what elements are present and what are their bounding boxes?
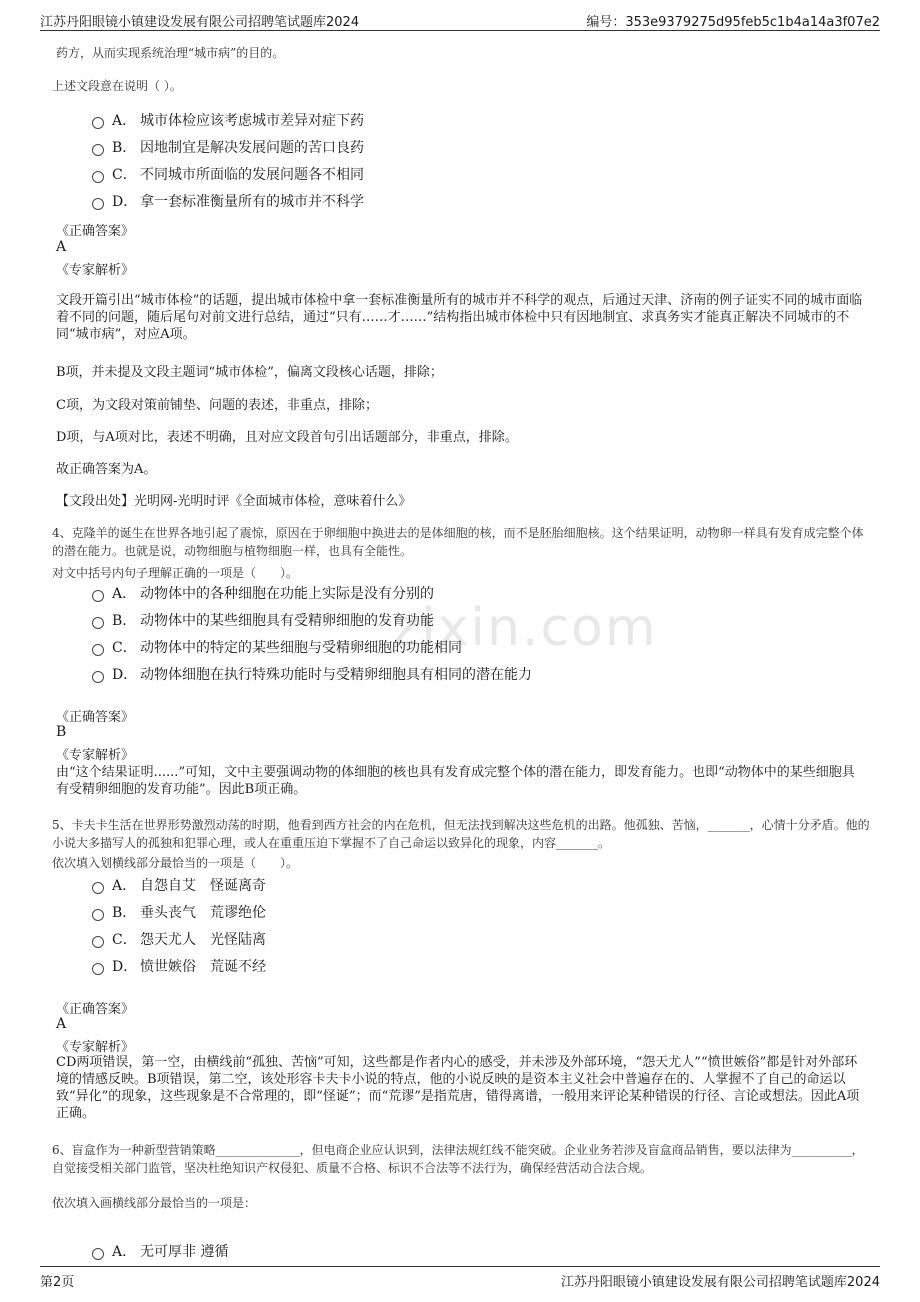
q4-analysis-label: 《专家解析》 <box>56 748 135 763</box>
q6-stem-part1: 6、盲盒作为一种新型营销策略 <box>52 1143 216 1157</box>
q3-option-d[interactable] <box>92 191 364 211</box>
footer-page-number: 第2页 <box>40 1275 75 1290</box>
q3-analysis-p4: D项，与A项对比，表述不明确，且对应文段首句引出话题部分，非重点，排除。 <box>56 430 518 445</box>
q3-answer-label: 《正确答案》 <box>56 224 135 239</box>
option-text: 动物体细胞在执行特殊功能时与受精卵细胞具有相同的潜在能力 <box>140 667 532 683</box>
radio-icon[interactable] <box>92 198 104 210</box>
q4-answer: B <box>56 724 67 740</box>
q5-option-c[interactable] <box>92 929 266 949</box>
option-letter: A． <box>112 586 137 602</box>
option-letter: B． <box>112 613 137 629</box>
q3-source: 【文段出处】光明网-光明时评《全面城市体检，意味着什么》 <box>56 494 412 509</box>
radio-icon[interactable] <box>92 882 104 894</box>
q6-stem-part2: ，但电商企业应认识到，法律法规红线不能突破。企业业务若涉及盲盒商品销售，要以法律为 <box>299 1143 792 1157</box>
page-footer <box>40 1266 880 1289</box>
q5-option-d[interactable] <box>92 956 266 976</box>
radio-icon[interactable] <box>92 644 104 656</box>
q5-stem-part1: 5、卡夫卡生活在世界形势激烈动荡的时期，他看到西方社会的内在危机，但无法找到解决这些危机的出路。他孤独、苦恼， <box>52 818 708 832</box>
q3-analysis-p3: C项，为文段对策前铺垫、问题的表述，非重点，排除； <box>56 398 378 413</box>
q4-option-c[interactable] <box>92 637 462 657</box>
radio-icon[interactable] <box>92 1248 104 1260</box>
q5-stem-part3: 。 <box>598 836 611 850</box>
radio-icon[interactable] <box>92 936 104 948</box>
q6-blank-2: __________ <box>791 1143 852 1157</box>
q5-answer-label: 《正确答案》 <box>56 1002 135 1017</box>
q5-blank-2: _______ <box>556 836 599 850</box>
watermark: zixin.com <box>392 598 658 658</box>
q4-option-a[interactable] <box>92 583 434 603</box>
option-text: 垂头丧气 荒谬绝伦 <box>140 905 266 921</box>
option-letter: A． <box>112 878 137 894</box>
q6-stem-part3: ，自觉接受相关部门监管，坚决杜绝知识产权侵犯、质量不合格、标识不合法等不法行为，确保经营活动合法合规。 <box>52 1143 864 1175</box>
q3-option-c[interactable] <box>92 164 364 184</box>
q4-stem: 4、克隆羊的诞生在世界各地引起了震惊，原因在于卵细胞中换进去的是体细胞的核，而不是胚胎细胞核。这个结果证明，动物卵一样具有发育成完整个体的潜在能力。也就是说，动物细胞与植物细胞一样，也具有全能性。 <box>52 526 864 558</box>
radio-icon[interactable] <box>92 117 104 129</box>
q5-prompt: 依次填入划横线部分最恰当的一项是（ ）。 <box>52 856 299 870</box>
option-letter: A． <box>112 113 137 129</box>
q5-option-a[interactable] <box>92 875 266 895</box>
option-text: 因地制宜是解决发展问题的苦口良药 <box>140 140 364 156</box>
radio-icon[interactable] <box>92 144 104 156</box>
q3-stem-tail: 药方，从而实现系统治理“城市病”的目的。 <box>56 46 285 60</box>
option-text: 动物体中的某些细胞具有受精卵细胞的发育功能 <box>140 613 434 629</box>
q4-prompt: 对文中括号内句子理解正确的一项是（ ）。 <box>52 566 299 580</box>
option-letter: C． <box>112 932 137 948</box>
q5-answer: A <box>56 1016 67 1032</box>
radio-icon[interactable] <box>92 963 104 975</box>
option-text: 自怨自艾 怪诞离奇 <box>140 878 266 894</box>
option-text: 动物体中的各种细胞在功能上实际是没有分别的 <box>140 586 434 602</box>
q5-blank-1: _______ <box>707 818 750 832</box>
header-serial: 编号：353e9379275d95feb5c1b4a14a3f07e2 <box>586 15 880 30</box>
option-text: 拿一套标准衡量所有的城市并不科学 <box>140 194 364 210</box>
q5-stem-part2: ，心情十分矛盾。他的小说大多描写人的孤独和犯罪心理，或人在重重压迫下掌握不了自己命运以致异化的现象，内容 <box>52 818 870 850</box>
footer-title: 江苏丹阳眼镜小镇建设发展有限公司招聘笔试题库2024 <box>560 1275 880 1290</box>
q3-answer: A <box>56 239 67 255</box>
option-text: 不同城市所面临的发展问题各不相同 <box>140 167 364 183</box>
radio-icon[interactable] <box>92 671 104 683</box>
radio-icon[interactable] <box>92 617 104 629</box>
q5-analysis: CD两项错误，第一空，由横线前“孤独、苦恼”可知，这些都是作者内心的感受，并未涉及外部环境，“怨天尤人”“愤世嫉俗”都是针对外部环境的情感反映。B项错误，第二空，该处形容卡夫卡小说的特点，他的小说反映的是资本主义社会中普遍存在的、人掌握不了自己的命运以致“异化”的现象，这些现象是不合常理的，即“怪诞”；而“荒谬”是指荒唐，错得离谱，一般用来评论某种错误的行径、言论或想法。因此A项正确。 <box>56 1055 860 1121</box>
q3-analysis-p2: B项，并未提及文段主题词“城市体检”，偏离文段核心话题，排除； <box>56 365 443 380</box>
radio-icon[interactable] <box>92 590 104 602</box>
option-text: 愤世嫉俗 荒诞不经 <box>140 959 266 975</box>
header-title: 江苏丹阳眼镜小镇建设发展有限公司招聘笔试题库2024 <box>40 15 360 30</box>
q3-prompt: 上述文段意在说明（ ）。 <box>52 79 182 93</box>
option-letter: D． <box>112 194 138 210</box>
q6-stem <box>52 1141 872 1177</box>
page-header <box>40 8 880 31</box>
option-text: 无可厚非 遵循 <box>140 1244 229 1260</box>
q6-prompt: 依次填入画横线部分最恰当的一项是： <box>52 1196 257 1210</box>
option-letter: B． <box>112 140 137 156</box>
q5-option-b[interactable] <box>92 902 266 922</box>
q3-analysis-label: 《专家解析》 <box>56 263 135 278</box>
q6-option-a[interactable] <box>92 1241 228 1261</box>
q4-answer-label: 《正确答案》 <box>56 710 135 725</box>
radio-icon[interactable] <box>92 909 104 921</box>
option-letter: B． <box>112 905 137 921</box>
q3-option-a[interactable] <box>92 110 364 130</box>
q3-option-b[interactable] <box>92 137 364 157</box>
option-letter: C． <box>112 640 137 656</box>
option-letter: A． <box>112 1244 137 1260</box>
option-letter: D． <box>112 959 138 975</box>
q4-analysis: 由“这个结果证明......”可知，文中主要强调动物的体细胞的核也具有发育成完整个体的潜在能力，即发育能力。也即“动物体中的某些细胞具有受精卵细胞的发育功能”。因此B项正确。 <box>56 765 855 797</box>
q5-analysis-label: 《专家解析》 <box>56 1040 135 1055</box>
q4-option-d[interactable] <box>92 664 532 684</box>
q3-analysis-p1: 文段开篇引出“城市体检”的话题，提出城市体检中拿一套标准衡量所有的城市并不科学的观点，后通过天津、济南的例子证实不同的城市面临着不同的问题，随后尾句对前文进行总结，通过“只有……才……”结构指出城市体检中只有因地制宜、求真务实才能真正解决不同城市的不同“城市病”，对应A项。 <box>56 293 863 342</box>
q5-stem <box>52 816 872 852</box>
option-text: 动物体中的特定的某些细胞与受精卵细胞的功能相同 <box>140 640 462 656</box>
radio-icon[interactable] <box>92 171 104 183</box>
option-letter: D． <box>112 667 138 683</box>
option-text: 怨天尤人 光怪陆离 <box>140 932 266 948</box>
option-text: 城市体检应该考虑城市差异对症下药 <box>140 113 364 129</box>
q4-option-b[interactable] <box>92 610 434 630</box>
q3-analysis-p5: 故正确答案为A。 <box>56 462 157 477</box>
q6-blank-1: ______________ <box>215 1143 300 1157</box>
option-letter: C． <box>112 167 137 183</box>
